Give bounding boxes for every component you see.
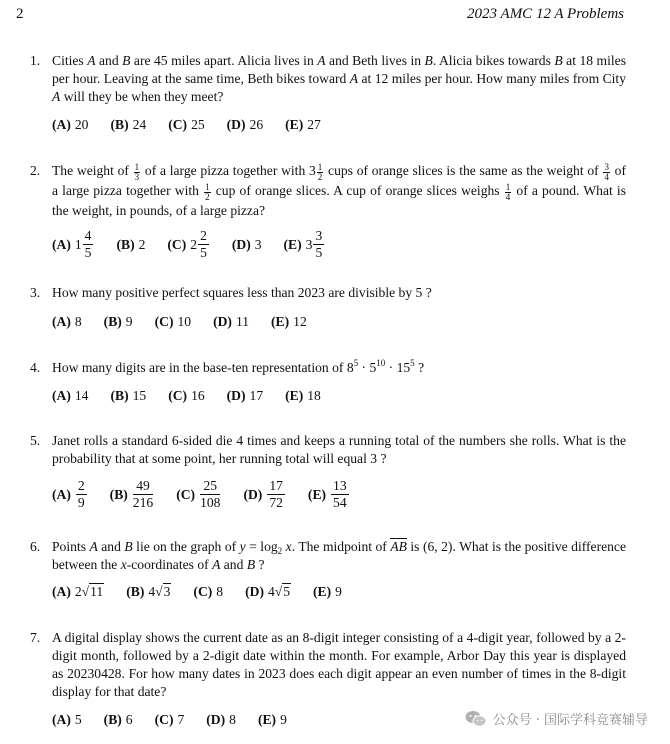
problem-text: The weight of $\frac{1}{3}$ of a large pizza together with 3 $\frac{1}{2}$ cups of orange slices is the same as the weight of $\frac{3}{4}$ of a large pizza together with $\frac{1}{2}$ cup of orange slices. A cup of orange slices weighs $\frac{1}{4}$ of a pound. What is the weight, in pounds, of a large pizza? (52, 161, 626, 218)
choice-b: (B) 4√3 (126, 584, 171, 599)
choice-b: (B) 49 216 (109, 478, 154, 510)
problem-4 (30, 359, 626, 377)
running-head: 2023 AMC 12 A Problems (467, 6, 624, 22)
answer-choices (52, 584, 364, 600)
problem-1 (30, 52, 626, 106)
answer-choices (52, 388, 343, 404)
choice-e: (E) 3 3 5 (283, 228, 323, 260)
problem-text: Cities A and B are 45 miles apart. Alicia lives in A and Beth lives in B. Alicia bikes towards B at 18 miles per hour. Leaving at the same time, Beth bikes toward A at 12 miles per hour. How many miles from City A will they be when they meet? (52, 53, 626, 104)
choice-c: (C) 2 2 5 (167, 228, 207, 260)
problem-text: How many positive perfect squares less than 2023 are divisible by 5 ? (52, 285, 432, 300)
fraction: $\frac{3}{4}$ (604, 161, 609, 182)
problem-text: Points A and B lie on the graph of $y = \log_2 x$. The midpoint of AB is (6, 2). What is the positive difference between the x-coordinates of A and B ? (52, 539, 626, 572)
choice-c: (C) 7 (154, 712, 185, 727)
choice-a: (A) 5 (52, 712, 82, 727)
problem-text: A digital display shows the current date as an 8-digit integer consisting of a 4-digit year, followed by a 2-digit month, followed by a 2-digit date within the month. For example, Arbor Day this year is displayed as 20230428. For how many dates in 2023 does each digit appear an even number of times in the 8-digit display for that date? (52, 630, 626, 699)
problem-number: 3. (30, 285, 41, 300)
choice-d: (D) 8 (206, 712, 236, 727)
choice-e: (E) 9 (257, 712, 287, 727)
problem-text: How many digits are in the base-ten representation of $8^5 \cdot 5^{10} \cdot 15^5$ ? (52, 358, 425, 375)
choice-d: (D) 11 (213, 314, 250, 329)
problem-7 (30, 629, 626, 701)
choice-d: (D) 17 (226, 388, 264, 403)
choice-a: (A) 2 9 (52, 478, 85, 510)
wechat-icon (465, 710, 487, 728)
answer-choices (52, 314, 329, 330)
choice-d: (D) 26 (226, 117, 264, 132)
problem-6 (30, 538, 626, 574)
problem-5 (30, 432, 626, 468)
choice-a: (A) 1 4 5 (52, 228, 92, 260)
choice-e: (E) 27 (285, 117, 321, 132)
problem-number: 4. (30, 360, 41, 375)
choice-d: (D) 17 72 (243, 478, 283, 510)
choice-c: (C) 10 (154, 314, 192, 329)
choice-e: (E) 9 (313, 584, 342, 599)
choice-b: (B) 2 (116, 236, 146, 252)
choice-c: (C) 8 (193, 584, 224, 599)
problem-number: 5. (30, 433, 41, 448)
choice-b: (B) 6 (103, 712, 133, 727)
choice-a: (A) 14 (52, 388, 89, 403)
problem-2 (30, 162, 626, 220)
problem-number: 7. (30, 630, 41, 645)
choice-a: (A) 20 (52, 117, 89, 132)
fraction: $\frac{1}{2}$ (205, 181, 210, 202)
choice-e: (E) 18 (285, 388, 321, 403)
choice-c: (C) 16 (168, 388, 205, 403)
segment-ab: AB (390, 539, 407, 554)
problem-3 (30, 284, 626, 302)
watermark (465, 709, 648, 728)
watermark-text: 公众号 · 国际学科竞赛辅导 (492, 713, 648, 728)
choice-a: (A) 2√11 (52, 584, 104, 599)
choice-b: (B) 15 (110, 388, 147, 403)
choice-e: (E) 12 (271, 314, 307, 329)
choice-e: (E) 13 54 (307, 478, 347, 510)
problem-number: 1. (30, 53, 41, 68)
choice-b: (B) 9 (103, 314, 133, 329)
answer-choices (52, 712, 309, 728)
fraction: $\frac{1}{3}$ (134, 161, 140, 182)
problem-number: 6. (30, 539, 41, 554)
choice-d: (D) 3 (231, 236, 262, 252)
page-number: 2 (16, 6, 24, 22)
fraction: $\frac{1}{2}$ (317, 161, 323, 182)
choice-d: (D) 4√5 (245, 584, 291, 599)
answer-choices (52, 117, 343, 133)
fraction: $\frac{1}{4}$ (505, 181, 511, 202)
problem-number: 2. (30, 163, 41, 178)
choice-c: (C) 25 (168, 117, 205, 132)
choice-a: (A) 8 (52, 314, 82, 329)
choice-c: (C) 25 108 (176, 478, 221, 510)
problem-text: Janet rolls a standard 6-sided die 4 times and keeps a running total of the numbers she rolls. What is the probability that at some point, her running total will equal 3 ? (52, 433, 626, 466)
answer-choices (52, 478, 372, 511)
choice-b: (B) 24 (110, 117, 147, 132)
answer-choices (52, 228, 347, 261)
